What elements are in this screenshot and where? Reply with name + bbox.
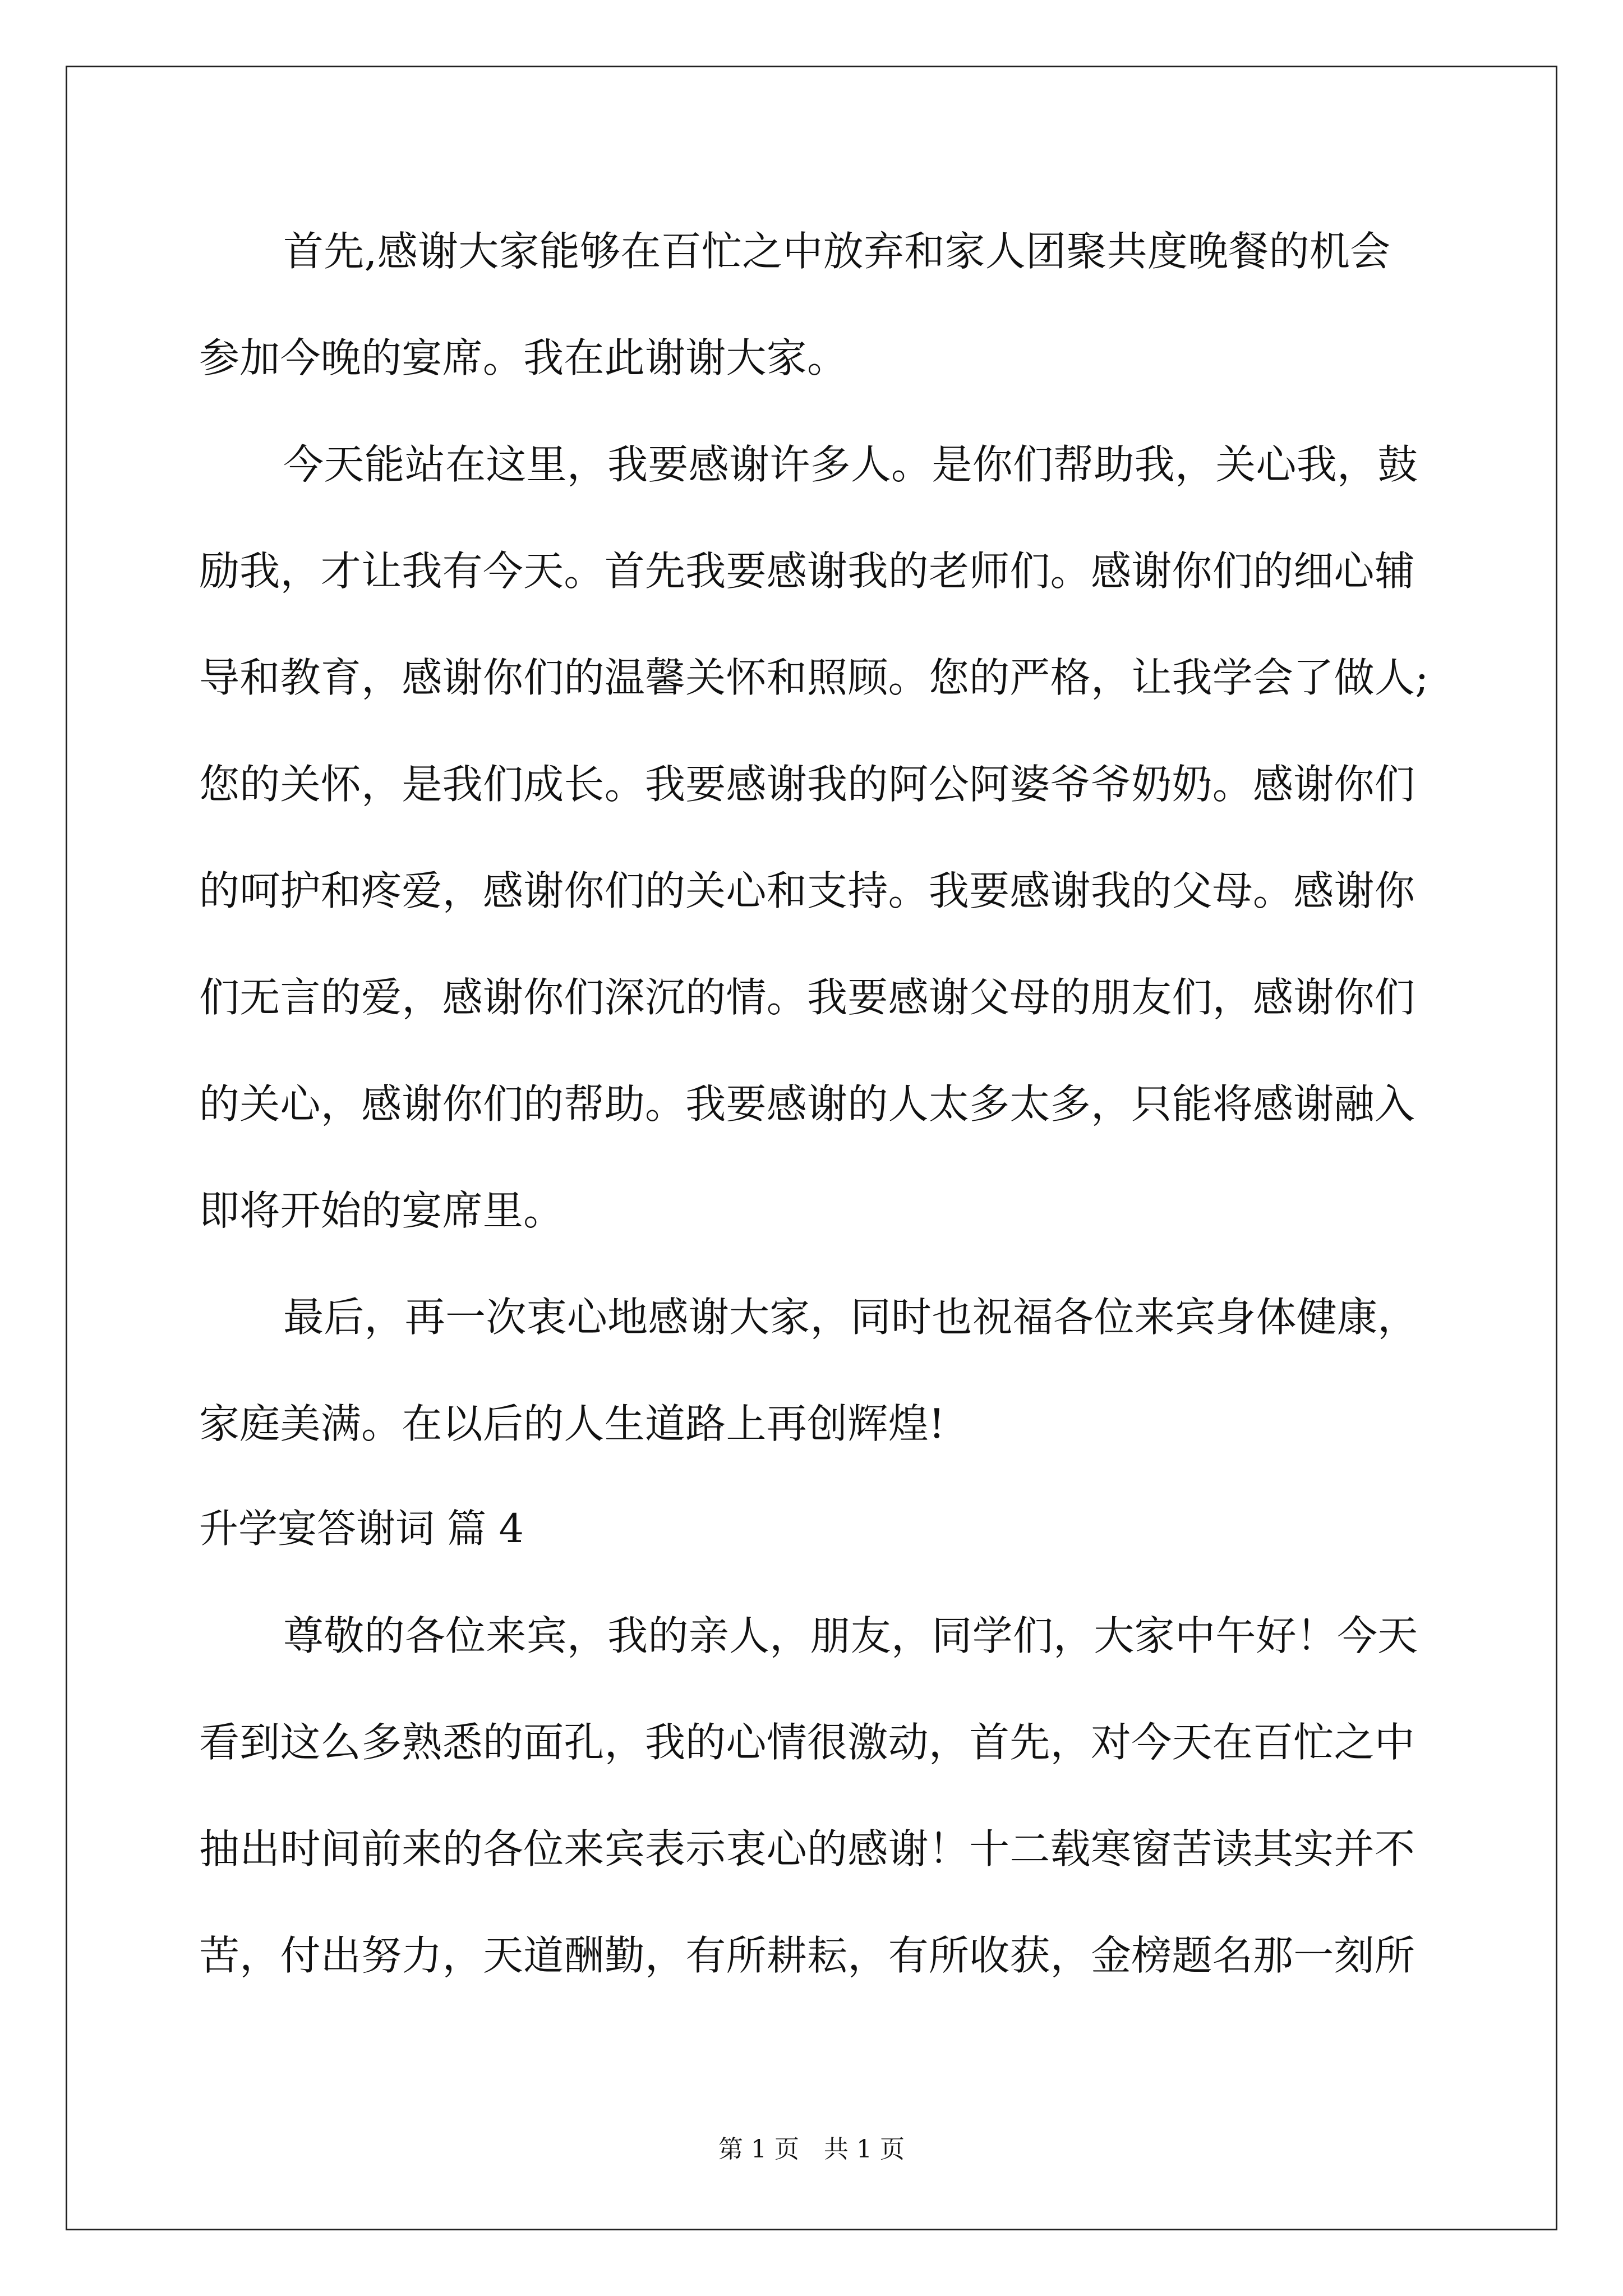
- body-text-line: 抽出时间前来的各位来宾表示衷心的感谢！十二载寒窗苦读其实并不: [199, 1825, 1415, 1872]
- body-text-line: 导和教育，感谢你们的温馨关怀和照顾。您的严格，让我学会了做人;: [199, 654, 1429, 701]
- body-text-line: 您的关怀，是我们成长。我要感谢我的阿公阿婆爷爷奶奶。感谢你们: [199, 761, 1415, 808]
- body-text-line: 首先,感谢大家能够在百忙之中放弃和家人团聚共度晚餐的机会: [283, 228, 1391, 275]
- body-text-line: 看到这么多熟悉的面孔，我的心情很激动，首先，对今天在百忙之中: [199, 1719, 1415, 1766]
- body-text-line: 即将开始的宴席里。: [199, 1187, 564, 1234]
- body-text-line: 参加今晚的宴席。我在此谢谢大家。: [199, 334, 848, 381]
- body-text-line: 尊敬的各位来宾，我的亲人，朋友，同学们，大家中午好！今天: [283, 1612, 1418, 1659]
- body-text-line: 励我，才让我有今天。首先我要感谢我的老师们。感谢你们的细心辅: [199, 547, 1415, 595]
- body-text-line: 苦，付出努力，天道酬勤，有所耕耘，有所收获，金榜题名那一刻所: [199, 1932, 1415, 1979]
- body-text-line: 家庭美满。在以后的人生道路上再创辉煌!: [199, 1400, 946, 1447]
- body-text-line: 今天能站在这里，我要感谢许多人。是你们帮助我，关心我，鼓: [283, 441, 1418, 488]
- body-text-line: 们无言的爱，感谢你们深沉的情。我要感谢父母的朋友们，感谢你们: [199, 974, 1415, 1021]
- body-text-line: 的关心，感谢你们的帮助。我要感谢的人太多太多，只能将感谢融入: [199, 1080, 1415, 1128]
- page-number-footer: 第 1 页 共 1 页: [718, 2135, 905, 2164]
- section-heading: 升学宴答谢词 篇 4: [199, 1506, 524, 1552]
- page-border: [66, 66, 1557, 2230]
- body-text-line: 最后，再一次衷心地感谢大家，同时也祝福各位来宾身体健康，: [283, 1294, 1418, 1341]
- body-text-line: 的呵护和疼爱，感谢你们的关心和支持。我要感谢我的父母。感谢你: [199, 867, 1415, 914]
